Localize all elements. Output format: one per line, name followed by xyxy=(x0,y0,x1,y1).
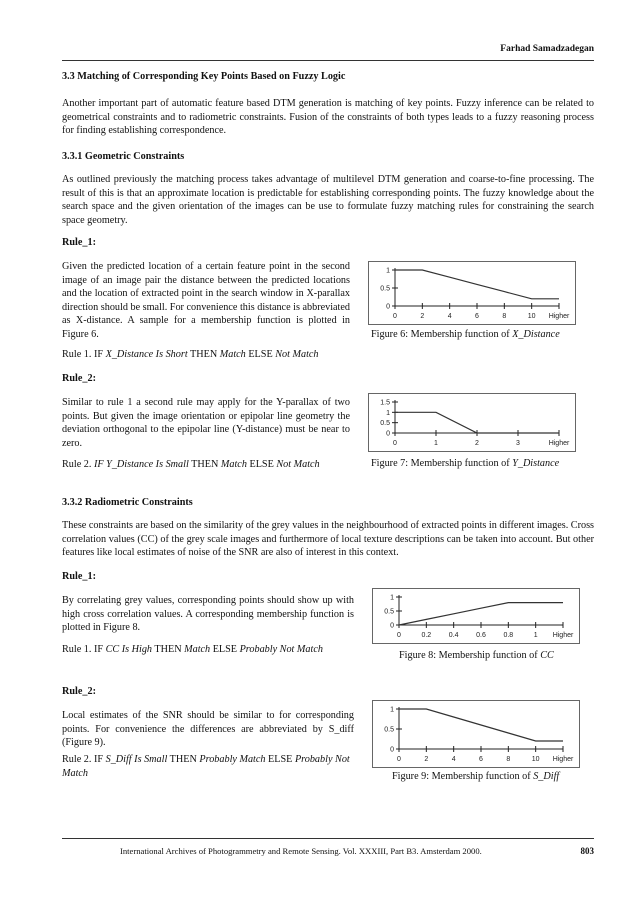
section-3-3-2-paragraph: These constraints are based on the similarity of the grey values in the neighbourhood of extracted points in different images. Cross correlation values (CC) of the grey scale images and furthermore of local texture descriptions can be taken into account. But other features like local estimates of noise of the SNR are also of interest in this context. xyxy=(62,520,594,559)
x-tick-label: 1 xyxy=(533,632,538,639)
y-tick-label: 0 xyxy=(386,303,390,311)
caption-text: Figure 7: Membership function of xyxy=(371,458,510,469)
figure-6-caption xyxy=(371,329,560,340)
geo-rule2-statement xyxy=(62,458,320,472)
figure-8-svg xyxy=(373,589,579,643)
section-3-3-2-title: 3.3.2 Radiometric Constraints xyxy=(62,497,193,508)
section-3-3-1-paragraph: As outlined previously the matching process takes advantage of multilevel DTM generation and coarse-to-fine processing. The result of this is that an approximate location is predictable for establishing corresponding points. The fuzzy knowledge about the search space and the given orientation of the images can be use to formulate fuzzy matching rules for constraining the search space geometry. xyxy=(62,174,594,226)
caption-variable: CC xyxy=(540,650,554,661)
caption-variable: X_Distance xyxy=(512,329,560,340)
rad-rule2-paragraph: Local estimates of the SNR should be similar to for corresponding points. For convenience the differences are abbreviated by S_diff (Figure 9). xyxy=(62,710,354,749)
rad-rule2-statement xyxy=(62,753,354,780)
x-tick-label: 1 xyxy=(434,440,438,447)
rule-consequence: Match xyxy=(220,459,247,470)
x-tick-label: 0.4 xyxy=(448,632,459,639)
figure-7-svg xyxy=(369,394,575,451)
rule-then: THEN xyxy=(191,459,219,470)
x-tick-label: 0 xyxy=(397,632,401,639)
x-tick-label: 8 xyxy=(502,313,507,320)
figure-9-caption xyxy=(392,771,559,782)
figure-7-chart xyxy=(368,393,576,452)
y-tick-label: 1 xyxy=(386,267,390,275)
x-tick-label: Higher xyxy=(552,756,574,763)
x-tick-label: 0.6 xyxy=(476,632,486,639)
rule-condition: CC Is High xyxy=(105,644,153,655)
rule-consequence: Probably Match xyxy=(199,754,266,765)
section-3-3-title: 3.3 Matching of Corresponding Key Points Based on Fuzzy Logic xyxy=(62,71,346,82)
y-tick-label: 0.5 xyxy=(380,285,390,293)
membership-line xyxy=(399,709,563,741)
rule-alternative: Not Match xyxy=(275,349,319,360)
rule-else: ELSE xyxy=(249,459,274,470)
rule-consequence: Match xyxy=(219,349,246,360)
rule-else: ELSE xyxy=(248,349,273,360)
x-tick-label: 0.8 xyxy=(503,632,514,639)
membership-line xyxy=(395,412,559,433)
x-tick-label: 0 xyxy=(393,313,397,320)
y-tick-label: 1 xyxy=(386,409,390,417)
geo-rule2-paragraph: Similar to rule 1 a second rule may apply for the Y-parallax of two points. But given the image orientation or epipolar line geometry the deviation orthogonal to the epipolar line (Y-distance) must be near to zero. xyxy=(62,397,350,449)
x-tick-label: 4 xyxy=(451,756,456,763)
rule-condition: Y_Distance Is Small xyxy=(106,459,189,470)
x-tick-label: Higher xyxy=(548,440,570,447)
x-tick-label: Higher xyxy=(552,632,574,639)
x-tick-label: 10 xyxy=(527,313,536,320)
rule-then: THEN xyxy=(190,349,218,360)
caption-text: Figure 8: Membership function of xyxy=(399,650,538,661)
x-tick-label: 2 xyxy=(475,440,479,447)
figure-6-svg xyxy=(369,262,575,324)
rule-alternative: Probably Not Match xyxy=(239,644,323,655)
x-tick-label: 3 xyxy=(516,440,520,447)
rule-then: THEN xyxy=(169,754,197,765)
figure-9-chart xyxy=(372,700,580,768)
section-3-3-paragraph: Another important part of automatic feature based DTM generation is matching of key points. Fuzzy inference can be related to geometrical constraints and to radiometric constraints. Fusion of the constraints of both types leads to a fuzzy reasoning process for finding establishing correspondence. xyxy=(62,98,594,137)
rad-rule2-heading: Rule_2: xyxy=(62,686,96,697)
figure-8-caption xyxy=(399,650,554,661)
caption-text: Figure 6: Membership function of xyxy=(371,329,510,340)
figure-6-chart xyxy=(368,261,576,325)
rule-consequence: Match xyxy=(184,644,211,655)
footer-citation: International Archives of Photogrammetry and Remote Sensing. Vol. XXXIII, Part B3. Amsterdam 2000. xyxy=(120,846,482,856)
y-tick-label: 0 xyxy=(386,430,390,438)
rad-rule1-paragraph: By correlating grey values, corresponding points should show up with high cross correlation values. A corresponding membership function is plotted in Figure 8. xyxy=(62,595,354,634)
x-tick-label: 0 xyxy=(397,756,401,763)
caption-text: Figure 9: Membership function of xyxy=(392,771,531,782)
page-number: 803 xyxy=(580,846,594,856)
geo-rule1-statement xyxy=(62,348,319,362)
x-tick-label: 2 xyxy=(420,313,425,320)
x-tick-label: 0.2 xyxy=(421,632,432,639)
x-tick-label: Higher xyxy=(548,313,570,320)
rule-if: Rule 2. xyxy=(62,459,92,470)
geo-rule1-heading: Rule_1: xyxy=(62,237,96,248)
rule-if: Rule 2. IF xyxy=(62,754,104,765)
header-rule xyxy=(62,60,594,61)
figure-9-svg xyxy=(373,701,579,767)
rule-condition: S_Diff Is Small xyxy=(105,754,168,765)
membership-line xyxy=(399,603,563,625)
x-tick-label: 4 xyxy=(447,313,452,320)
x-tick-label: 10 xyxy=(531,756,540,763)
geo-rule1-paragraph: Given the predicted location of a certain feature point in the second image of an image pair the distance between the predicted locations and the location of extracted point in the search window in X-parallax direction should be small. For convenience this distance is abbreviated as X-distance. A sample for a membership function is plotted in Figure 6. xyxy=(62,261,351,340)
y-tick-label: 1.5 xyxy=(380,399,390,407)
x-tick-label: 6 xyxy=(479,756,483,763)
caption-variable: Y_Distance xyxy=(512,458,560,469)
caption-variable: S_Diff xyxy=(533,771,560,782)
y-tick-label: 1 xyxy=(390,706,394,714)
rule-then: THEN xyxy=(154,644,182,655)
rule-alternative: Not Match xyxy=(276,459,320,470)
rule-else: ELSE xyxy=(268,754,293,765)
y-tick-label: 0.5 xyxy=(384,608,394,616)
y-tick-label: 0.5 xyxy=(380,420,390,428)
x-tick-label: 8 xyxy=(506,756,511,763)
figure-8-chart xyxy=(372,588,580,644)
section-3-3-1-title: 3.3.1 Geometric Constraints xyxy=(62,151,185,162)
rad-rule1-statement xyxy=(62,643,323,657)
rule-condition: X_Distance Is Short xyxy=(105,349,188,360)
rule-else: ELSE xyxy=(212,644,238,655)
y-tick-label: 0.5 xyxy=(384,726,394,734)
y-tick-label: 0 xyxy=(390,746,394,754)
rule-alternative: Probably Not Match xyxy=(62,754,350,779)
footer-rule xyxy=(62,838,594,839)
figure-7-caption xyxy=(371,458,559,469)
rule-if: Rule 1. IF xyxy=(62,644,104,655)
x-tick-label: 0 xyxy=(393,440,397,447)
rule-if-2: IF xyxy=(93,459,104,470)
membership-line xyxy=(395,270,559,299)
rule-if: Rule 1. IF xyxy=(62,349,104,360)
x-tick-label: 2 xyxy=(424,756,429,763)
rad-rule1-heading: Rule_1: xyxy=(62,571,96,582)
geo-rule2-heading: Rule_2: xyxy=(62,373,96,384)
running-header-author: Farhad Samadzadegan xyxy=(500,44,594,54)
y-tick-label: 0 xyxy=(390,622,394,630)
x-tick-label: 6 xyxy=(475,313,479,320)
y-tick-label: 1 xyxy=(390,594,394,602)
